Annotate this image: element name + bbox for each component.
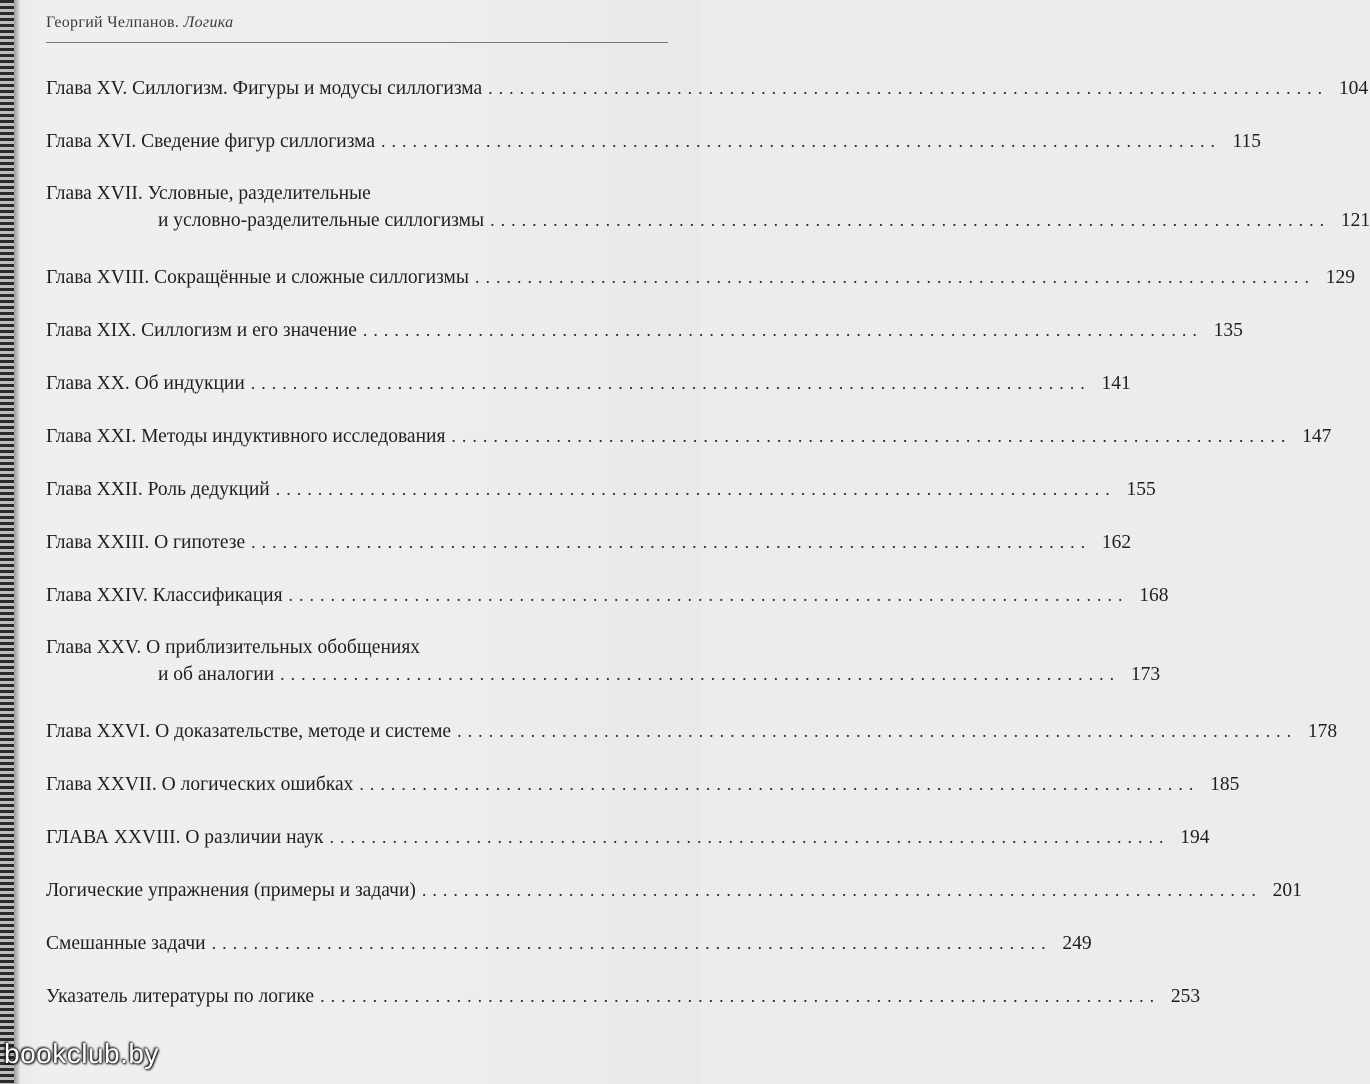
toc-entry	[46, 983, 1201, 1010]
leader-dots: ................................................................................	[329, 827, 1170, 847]
leader-dots: ................................................................................	[362, 320, 1203, 340]
toc-entry	[46, 718, 1338, 745]
leader-dots: ................................................................................	[320, 986, 1161, 1006]
toc-entry-page: 135	[1213, 320, 1243, 341]
leader-dots: ................................................................................	[490, 210, 1331, 230]
toc-entry	[46, 423, 1332, 450]
toc-entry-title: Глава XVIII. Сокращённые и сложные силлогизмы	[46, 267, 469, 288]
toc-entry-page: 194	[1180, 827, 1210, 848]
toc-entry-title: Глава XIX. Силлогизм и его значение	[46, 320, 357, 341]
toc-entry-page: 104	[1338, 78, 1369, 99]
leader-dots: ................................................................................	[275, 479, 1116, 499]
toc-entry	[46, 529, 1132, 556]
toc-entry	[46, 582, 1169, 609]
toc-entry	[46, 877, 1302, 904]
running-head-title: Логика	[183, 14, 234, 31]
leader-dots: ................................................................................	[474, 267, 1315, 287]
toc-entry-title: Глава XXI. Методы индуктивного исследования	[46, 426, 446, 447]
toc-entry-title: Указатель литературы по логике	[46, 986, 315, 1007]
leader-dots: ................................................................................	[488, 78, 1329, 98]
leader-dots: ................................................................................	[381, 131, 1222, 151]
toc-entry	[46, 370, 1131, 397]
leader-dots: ................................................................................	[451, 426, 1292, 446]
toc-entry-page: 249	[1062, 933, 1092, 954]
leader-dots: ................................................................................	[280, 664, 1121, 684]
toc-entry-page: 185	[1210, 774, 1240, 795]
toc-entry-page: 129	[1325, 267, 1355, 288]
toc-entry-title: Глава XVII. Условные, разделительные	[46, 183, 371, 204]
leader-dots: ................................................................................	[288, 585, 1129, 605]
running-head	[46, 14, 233, 32]
toc-entry-page: 115	[1232, 131, 1262, 152]
leader-dots: ................................................................................	[457, 721, 1298, 741]
toc-entry	[46, 75, 1369, 102]
toc-entry-title: Смешанные задачи	[46, 933, 206, 954]
toc-entry-page: 141	[1101, 373, 1131, 394]
toc-entry-title: Глава XXVII. О логических ошибках	[46, 774, 354, 795]
toc-entry-page: 168	[1139, 585, 1169, 606]
toc-entry-title-continued: и об аналогии	[158, 664, 275, 685]
toc-entry-title: Глава XVI. Сведение фигур силлогизма	[46, 131, 376, 152]
toc-entry	[46, 635, 1161, 688]
spine-shadow	[14, 0, 20, 1084]
toc-entry-title: Глава XX. Об индукции	[46, 373, 245, 394]
toc-entry-title: Глава XXIV. Классификация	[46, 585, 283, 606]
leader-dots: ................................................................................	[250, 373, 1091, 393]
header-rule	[46, 42, 668, 43]
toc-entry	[46, 930, 1092, 957]
leader-dots: ................................................................................	[359, 774, 1200, 794]
toc-entry	[46, 476, 1156, 503]
toc-entry-page: 253	[1170, 986, 1201, 1007]
toc-entry-title: Глава XXVI. О доказательстве, методе и системе	[46, 721, 452, 742]
toc-entry-title: Глава XV. Силлогизм. Фигуры и модусы силлогизма	[46, 78, 483, 99]
toc-entry	[46, 128, 1262, 155]
toc-entry-title: Глава XXII. Роль дедукций	[46, 479, 270, 500]
toc-entry-page: 201	[1272, 880, 1302, 901]
leader-dots: ................................................................................	[421, 880, 1262, 900]
watermark-logo: bookclub.by	[4, 1038, 159, 1069]
toc-entry	[46, 181, 1370, 234]
toc-entry-title: Логические упражнения (примеры и задачи)	[46, 880, 416, 901]
toc-entry-page: 147	[1302, 426, 1332, 447]
toc-entry	[46, 264, 1355, 291]
toc-entry-title: ГЛАВА XXVIII. О различии наук	[46, 827, 324, 848]
toc-entry-page: 162	[1101, 532, 1132, 553]
leader-dots: ................................................................................	[251, 532, 1092, 552]
toc-entry-title: Глава XXV. О приблизительных обобщениях	[46, 637, 421, 658]
toc-entry-title: Глава XXIII. О гипотезе	[46, 532, 246, 553]
toc-entry	[46, 317, 1243, 344]
toc-entry-page: 178	[1307, 721, 1338, 742]
leader-dots: ................................................................................	[211, 933, 1052, 953]
toc-entry-page: 173	[1130, 664, 1161, 685]
toc-entry-title-continued: и условно-разделительные силлогизмы	[158, 210, 485, 231]
toc-entry	[46, 771, 1240, 798]
running-head-author: Георгий Челпанов.	[46, 14, 180, 31]
toc-entry-page: 121	[1340, 210, 1370, 231]
toc-entry	[46, 824, 1210, 851]
book-spine-edge	[0, 0, 14, 1084]
toc-entry-page: 155	[1126, 479, 1156, 500]
